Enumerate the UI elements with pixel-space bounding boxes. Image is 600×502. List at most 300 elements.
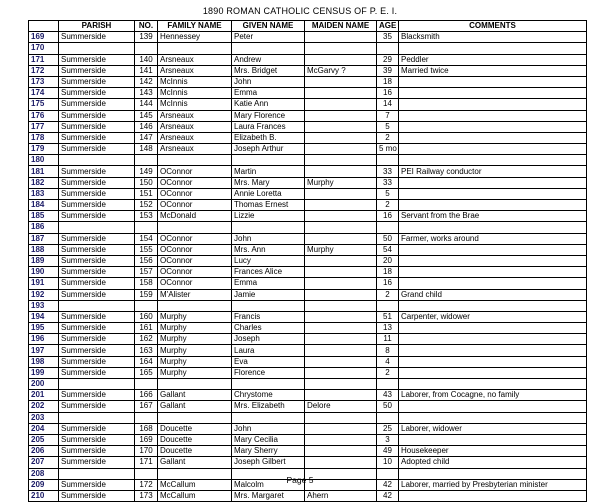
family-name-cell: McCallum (158, 479, 232, 490)
parish-cell: Summerside (59, 356, 135, 367)
family-name-cell (158, 379, 232, 390)
row-number: 206 (29, 446, 59, 457)
comments-cell (399, 323, 587, 334)
maiden-name-cell (305, 311, 377, 322)
row-number: 179 (29, 144, 59, 155)
row-number: 169 (29, 32, 59, 43)
census-table (28, 20, 587, 502)
age-cell: 16 (377, 88, 399, 99)
table-row (29, 401, 587, 412)
number-cell: 155 (135, 244, 158, 255)
parish-cell: Summerside (59, 390, 135, 401)
parish-cell (59, 155, 135, 166)
comments-cell (399, 278, 587, 289)
family-name-cell: Murphy (158, 334, 232, 345)
given-name-cell: Martin (232, 166, 305, 177)
comments-cell (399, 345, 587, 356)
comments-cell (399, 367, 587, 378)
maiden-name-cell (305, 289, 377, 300)
family-name-cell: Murphy (158, 356, 232, 367)
table-row (29, 278, 587, 289)
family-name-cell: Murphy (158, 323, 232, 334)
given-name-cell (232, 379, 305, 390)
row-number: 200 (29, 379, 59, 390)
comments-cell: Adopted child (399, 457, 587, 468)
family-name-cell: OConnor (158, 177, 232, 188)
number-cell: 145 (135, 110, 158, 121)
parish-cell: Summerside (59, 323, 135, 334)
maiden-name-cell (305, 32, 377, 43)
number-cell: 144 (135, 99, 158, 110)
number-cell: 169 (135, 434, 158, 445)
age-cell: 18 (377, 267, 399, 278)
number-cell: 142 (135, 76, 158, 87)
given-name-cell: Charles (232, 323, 305, 334)
row-number: 195 (29, 323, 59, 334)
number-cell: 161 (135, 323, 158, 334)
comments-cell: Carpenter, widower (399, 311, 587, 322)
comments-cell (399, 188, 587, 199)
header-given-name: GIVEN NAME (232, 21, 305, 32)
row-number: 191 (29, 278, 59, 289)
family-name-cell: OConnor (158, 200, 232, 211)
parish-cell: Summerside (59, 88, 135, 99)
comments-cell: Housekeeper (399, 446, 587, 457)
age-cell: 5 mo (377, 144, 399, 155)
row-number: 204 (29, 423, 59, 434)
maiden-name-cell (305, 211, 377, 222)
maiden-name-cell (305, 345, 377, 356)
comments-cell (399, 434, 587, 445)
parish-cell: Summerside (59, 76, 135, 87)
maiden-name-cell (305, 76, 377, 87)
parish-cell: Summerside (59, 177, 135, 188)
given-name-cell: Eva (232, 356, 305, 367)
number-cell: 148 (135, 144, 158, 155)
maiden-name-cell: McGarvy ? (305, 65, 377, 76)
maiden-name-cell: Murphy (305, 244, 377, 255)
header-parish: PARISH (59, 21, 135, 32)
maiden-name-cell (305, 144, 377, 155)
comments-cell (399, 110, 587, 121)
given-name-cell: Mary Cecilia (232, 434, 305, 445)
age-cell: 2 (377, 367, 399, 378)
table-row (29, 99, 587, 110)
age-cell: 18 (377, 76, 399, 87)
given-name-cell (232, 155, 305, 166)
table-row (29, 323, 587, 334)
family-name-cell: Arsneaux (158, 54, 232, 65)
comments-cell (399, 43, 587, 54)
table-row (29, 244, 587, 255)
comments-cell (399, 144, 587, 155)
table-row (29, 200, 587, 211)
table-row (29, 188, 587, 199)
age-cell: 4 (377, 356, 399, 367)
row-number: 177 (29, 121, 59, 132)
number-cell: 140 (135, 54, 158, 65)
comments-cell: Laborer, from Cocagne, no family (399, 390, 587, 401)
comments-cell: Servant from the Brae (399, 211, 587, 222)
table-row (29, 446, 587, 457)
table-row (29, 88, 587, 99)
age-cell (377, 379, 399, 390)
maiden-name-cell (305, 155, 377, 166)
age-cell: 5 (377, 121, 399, 132)
maiden-name-cell (305, 356, 377, 367)
table-row (29, 233, 587, 244)
family-name-cell: OConnor (158, 166, 232, 177)
table-row (29, 32, 587, 43)
age-cell: 14 (377, 99, 399, 110)
comments-cell (399, 200, 587, 211)
row-number: 170 (29, 43, 59, 54)
parish-cell (59, 43, 135, 54)
age-cell: 35 (377, 32, 399, 43)
row-number: 182 (29, 177, 59, 188)
age-cell: 7 (377, 110, 399, 121)
family-name-cell: Murphy (158, 345, 232, 356)
comments-cell (399, 300, 587, 311)
comments-cell (399, 121, 587, 132)
parish-cell: Summerside (59, 110, 135, 121)
header-comments: COMMENTS (399, 21, 587, 32)
maiden-name-cell (305, 334, 377, 345)
number-cell: 156 (135, 255, 158, 266)
table-row (29, 43, 587, 54)
comments-cell (399, 222, 587, 233)
maiden-name-cell (305, 43, 377, 54)
given-name-cell: Joseph Arthur (232, 144, 305, 155)
number-cell (135, 43, 158, 54)
family-name-cell: McDonald (158, 211, 232, 222)
number-cell (135, 222, 158, 233)
comments-cell: Married twice (399, 65, 587, 76)
age-cell: 42 (377, 479, 399, 490)
number-cell: 147 (135, 132, 158, 143)
number-cell (135, 412, 158, 423)
given-name-cell: Katie Ann (232, 99, 305, 110)
table-row (29, 65, 587, 76)
family-name-cell: Doucette (158, 434, 232, 445)
number-cell (135, 300, 158, 311)
row-number: 175 (29, 99, 59, 110)
parish-cell: Summerside (59, 289, 135, 300)
parish-cell: Summerside (59, 401, 135, 412)
table-row (29, 457, 587, 468)
parish-cell: Summerside (59, 200, 135, 211)
number-cell: 139 (135, 32, 158, 43)
family-name-cell: OConnor (158, 244, 232, 255)
maiden-name-cell (305, 446, 377, 457)
comments-cell (399, 412, 587, 423)
family-name-cell: OConnor (158, 188, 232, 199)
table-row (29, 345, 587, 356)
parish-cell (59, 222, 135, 233)
family-name-cell: OConnor (158, 278, 232, 289)
family-name-cell: Gallant (158, 401, 232, 412)
family-name-cell: Doucette (158, 446, 232, 457)
given-name-cell: Mrs. Bridget (232, 65, 305, 76)
header-age: AGE (377, 21, 399, 32)
row-number: 181 (29, 166, 59, 177)
parish-cell: Summerside (59, 446, 135, 457)
given-name-cell (232, 43, 305, 54)
parish-cell (59, 412, 135, 423)
age-cell: 29 (377, 54, 399, 65)
number-cell: 150 (135, 177, 158, 188)
comments-cell: Blacksmith (399, 32, 587, 43)
number-cell: 173 (135, 490, 158, 501)
family-name-cell (158, 155, 232, 166)
age-cell: 42 (377, 490, 399, 501)
age-cell: 2 (377, 289, 399, 300)
comments-cell (399, 401, 587, 412)
parish-cell: Summerside (59, 255, 135, 266)
family-name-cell: McInnis (158, 99, 232, 110)
comments-cell (399, 88, 587, 99)
comments-cell (399, 356, 587, 367)
given-name-cell: Mary Florence (232, 110, 305, 121)
maiden-name-cell (305, 423, 377, 434)
number-cell (135, 155, 158, 166)
family-name-cell: M'Alister (158, 289, 232, 300)
given-name-cell: John (232, 76, 305, 87)
row-number: 198 (29, 356, 59, 367)
given-name-cell: Mary Sherry (232, 446, 305, 457)
table-row (29, 367, 587, 378)
comments-cell (399, 244, 587, 255)
table-row (29, 334, 587, 345)
age-cell: 8 (377, 345, 399, 356)
row-number: 203 (29, 412, 59, 423)
given-name-cell: Lucy (232, 255, 305, 266)
row-number: 192 (29, 289, 59, 300)
parish-cell: Summerside (59, 479, 135, 490)
given-name-cell: Emma (232, 278, 305, 289)
parish-cell: Summerside (59, 65, 135, 76)
family-name-cell (158, 43, 232, 54)
maiden-name-cell (305, 457, 377, 468)
parish-cell: Summerside (59, 166, 135, 177)
family-name-cell: Arsneaux (158, 132, 232, 143)
page-title: 1890 ROMAN CATHOLIC CENSUS OF P. E. I. (202, 6, 398, 16)
given-name-cell: Mrs. Mary (232, 177, 305, 188)
row-number: 172 (29, 65, 59, 76)
comments-cell (399, 267, 587, 278)
number-cell: 171 (135, 457, 158, 468)
header-family-name: FAMILY NAME (158, 21, 232, 32)
row-number: 187 (29, 233, 59, 244)
parish-cell (59, 300, 135, 311)
number-cell: 165 (135, 367, 158, 378)
age-cell: 39 (377, 65, 399, 76)
table-row (29, 490, 587, 501)
age-cell: 25 (377, 423, 399, 434)
comments-cell (399, 255, 587, 266)
comments-cell: Laborer, married by Presbyterian minister (399, 479, 587, 490)
comments-cell: PEI Railway conductor (399, 166, 587, 177)
maiden-name-cell (305, 110, 377, 121)
parish-cell: Summerside (59, 278, 135, 289)
age-cell: 16 (377, 278, 399, 289)
row-number: 208 (29, 468, 59, 479)
table-row (29, 54, 587, 65)
number-cell: 167 (135, 401, 158, 412)
parish-cell: Summerside (59, 32, 135, 43)
number-cell: 158 (135, 278, 158, 289)
table-row (29, 412, 587, 423)
comments-cell (399, 379, 587, 390)
age-cell: 20 (377, 255, 399, 266)
maiden-name-cell (305, 121, 377, 132)
parish-cell: Summerside (59, 188, 135, 199)
family-name-cell: Murphy (158, 311, 232, 322)
table-row (29, 289, 587, 300)
row-number: 186 (29, 222, 59, 233)
parish-cell: Summerside (59, 233, 135, 244)
comments-cell (399, 132, 587, 143)
family-name-cell: Gallant (158, 390, 232, 401)
number-cell (135, 379, 158, 390)
age-cell: 16 (377, 211, 399, 222)
row-number: 193 (29, 300, 59, 311)
comments-cell: Grand child (399, 289, 587, 300)
maiden-name-cell (305, 222, 377, 233)
maiden-name-cell (305, 99, 377, 110)
table-row (29, 255, 587, 266)
comments-cell (399, 155, 587, 166)
table-row (29, 166, 587, 177)
number-cell: 157 (135, 267, 158, 278)
number-cell: 168 (135, 423, 158, 434)
row-number: 180 (29, 155, 59, 166)
row-number: 188 (29, 244, 59, 255)
age-cell: 3 (377, 434, 399, 445)
comments-cell: Laborer, widower (399, 423, 587, 434)
given-name-cell: Joseph (232, 334, 305, 345)
given-name-cell: Mrs. Ann (232, 244, 305, 255)
age-cell (377, 222, 399, 233)
number-cell: 154 (135, 233, 158, 244)
table-row (29, 390, 587, 401)
family-name-cell: Arsneaux (158, 110, 232, 121)
given-name-cell: Jamie (232, 289, 305, 300)
parish-cell: Summerside (59, 334, 135, 345)
comments-cell (399, 490, 587, 501)
given-name-cell: Andrew (232, 54, 305, 65)
given-name-cell: Florence (232, 367, 305, 378)
row-number: 174 (29, 88, 59, 99)
row-number: 202 (29, 401, 59, 412)
table-row (29, 110, 587, 121)
family-name-cell (158, 222, 232, 233)
family-name-cell: OConnor (158, 233, 232, 244)
age-cell: 11 (377, 334, 399, 345)
maiden-name-cell (305, 367, 377, 378)
table-row (29, 222, 587, 233)
parish-cell: Summerside (59, 54, 135, 65)
table-row (29, 379, 587, 390)
comments-cell: Farmer, works around (399, 233, 587, 244)
row-number: 205 (29, 434, 59, 445)
parish-cell: Summerside (59, 267, 135, 278)
age-cell: 33 (377, 177, 399, 188)
row-number: 176 (29, 110, 59, 121)
row-number: 185 (29, 211, 59, 222)
maiden-name-cell (305, 390, 377, 401)
age-cell (377, 300, 399, 311)
given-name-cell: Lizzie (232, 211, 305, 222)
parish-cell: Summerside (59, 244, 135, 255)
maiden-name-cell (305, 412, 377, 423)
parish-cell: Summerside (59, 121, 135, 132)
number-cell: 141 (135, 65, 158, 76)
family-name-cell: Arsneaux (158, 65, 232, 76)
row-number: 197 (29, 345, 59, 356)
table-row (29, 356, 587, 367)
table-row (29, 121, 587, 132)
family-name-cell (158, 412, 232, 423)
table-row (29, 211, 587, 222)
row-number: 171 (29, 54, 59, 65)
given-name-cell: Elizabeth B. (232, 132, 305, 143)
number-cell: 159 (135, 289, 158, 300)
age-cell (377, 412, 399, 423)
table-row (29, 267, 587, 278)
table-row (29, 155, 587, 166)
family-name-cell: OConnor (158, 267, 232, 278)
given-name-cell: Peter (232, 32, 305, 43)
header-rownum (29, 21, 59, 32)
number-cell: 146 (135, 121, 158, 132)
family-name-cell: McInnis (158, 76, 232, 87)
row-number: 207 (29, 457, 59, 468)
maiden-name-cell (305, 379, 377, 390)
age-cell: 54 (377, 244, 399, 255)
parish-cell: Summerside (59, 457, 135, 468)
parish-cell: Summerside (59, 345, 135, 356)
given-name-cell (232, 412, 305, 423)
row-number: 201 (29, 390, 59, 401)
given-name-cell: Frances Alice (232, 267, 305, 278)
number-cell: 163 (135, 345, 158, 356)
row-number: 210 (29, 490, 59, 501)
family-name-cell: Hennessey (158, 32, 232, 43)
row-number: 189 (29, 255, 59, 266)
family-name-cell (158, 300, 232, 311)
table-row (29, 177, 587, 188)
age-cell: 2 (377, 200, 399, 211)
table-row (29, 144, 587, 155)
row-number: 184 (29, 200, 59, 211)
age-cell: 43 (377, 390, 399, 401)
table-row (29, 423, 587, 434)
comments-cell (399, 177, 587, 188)
comments-cell: Peddler (399, 54, 587, 65)
age-cell: 2 (377, 132, 399, 143)
given-name-cell: John (232, 423, 305, 434)
parish-cell: Summerside (59, 490, 135, 501)
family-name-cell: Arsneaux (158, 144, 232, 155)
page-footer: Page 5 (286, 475, 314, 485)
number-cell: 160 (135, 311, 158, 322)
given-name-cell: Emma (232, 88, 305, 99)
family-name-cell: OConnor (158, 255, 232, 266)
number-cell: 166 (135, 390, 158, 401)
table-row (29, 434, 587, 445)
maiden-name-cell (305, 267, 377, 278)
